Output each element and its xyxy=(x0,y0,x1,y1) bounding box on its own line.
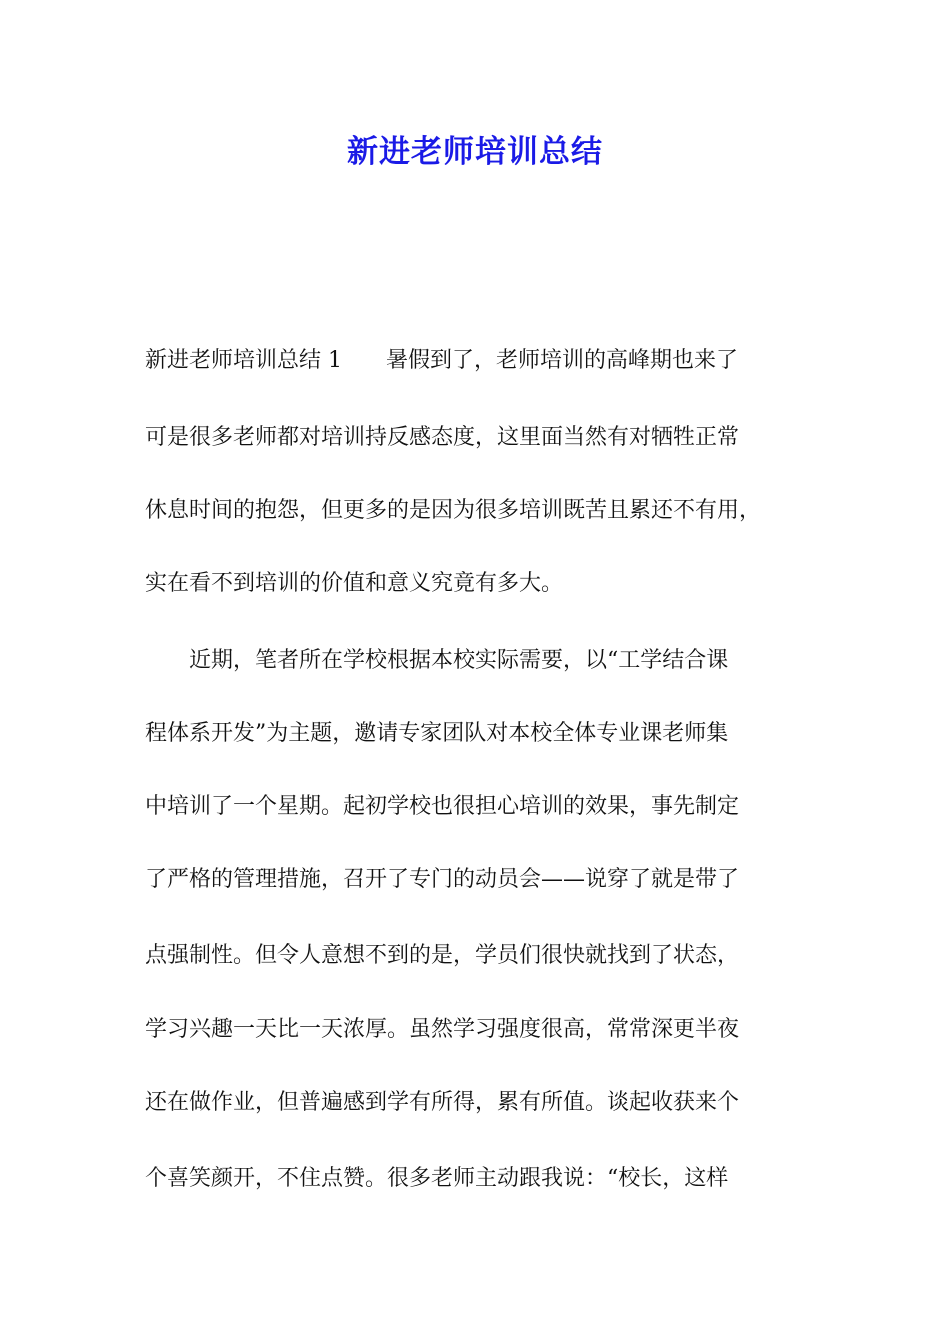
body-line: 了严格的管理措施，召开了专门的动员会——说穿了就是带了 xyxy=(145,867,740,892)
body-line: 休息时间的抱怨，但更多的是因为很多培训既苦且累还不有用， xyxy=(145,498,762,523)
body-line: 学习兴趣一天比一天浓厚。虽然学习强度很高，常常深更半夜 xyxy=(145,1017,740,1042)
body-line: 个喜笑颜开，不住点赞。很多老师主动跟我说：“校长，这样 xyxy=(145,1166,729,1191)
body-line: 程体系开发”为主题，邀请专家团队对本校全体专业课老师集 xyxy=(145,721,729,746)
body-line: 点强制性。但令人意想不到的是，学员们很快就找到了状态， xyxy=(145,943,740,968)
document-title: 新进老师培训总结 xyxy=(347,134,603,170)
body-line: 可是很多老师都对培训持反感态度，这里面当然有对牺牲正常 xyxy=(145,425,740,450)
body-line: 中培训了一个星期。起初学校也很担心培训的效果，事先制定 xyxy=(145,794,740,819)
body-line: 新进老师培训总结 1 暑假到了，老师培训的高峰期也来了 xyxy=(145,348,738,373)
body-line: 还在做作业，但普遍感到学有所得，累有所值。谈起收获来个 xyxy=(145,1090,740,1115)
body-line: 近期，笔者所在学校根据本校实际需要，以“工学结合课 xyxy=(145,648,729,673)
body-line: 实在看不到培训的价值和意义究竟有多大。 xyxy=(145,571,564,596)
